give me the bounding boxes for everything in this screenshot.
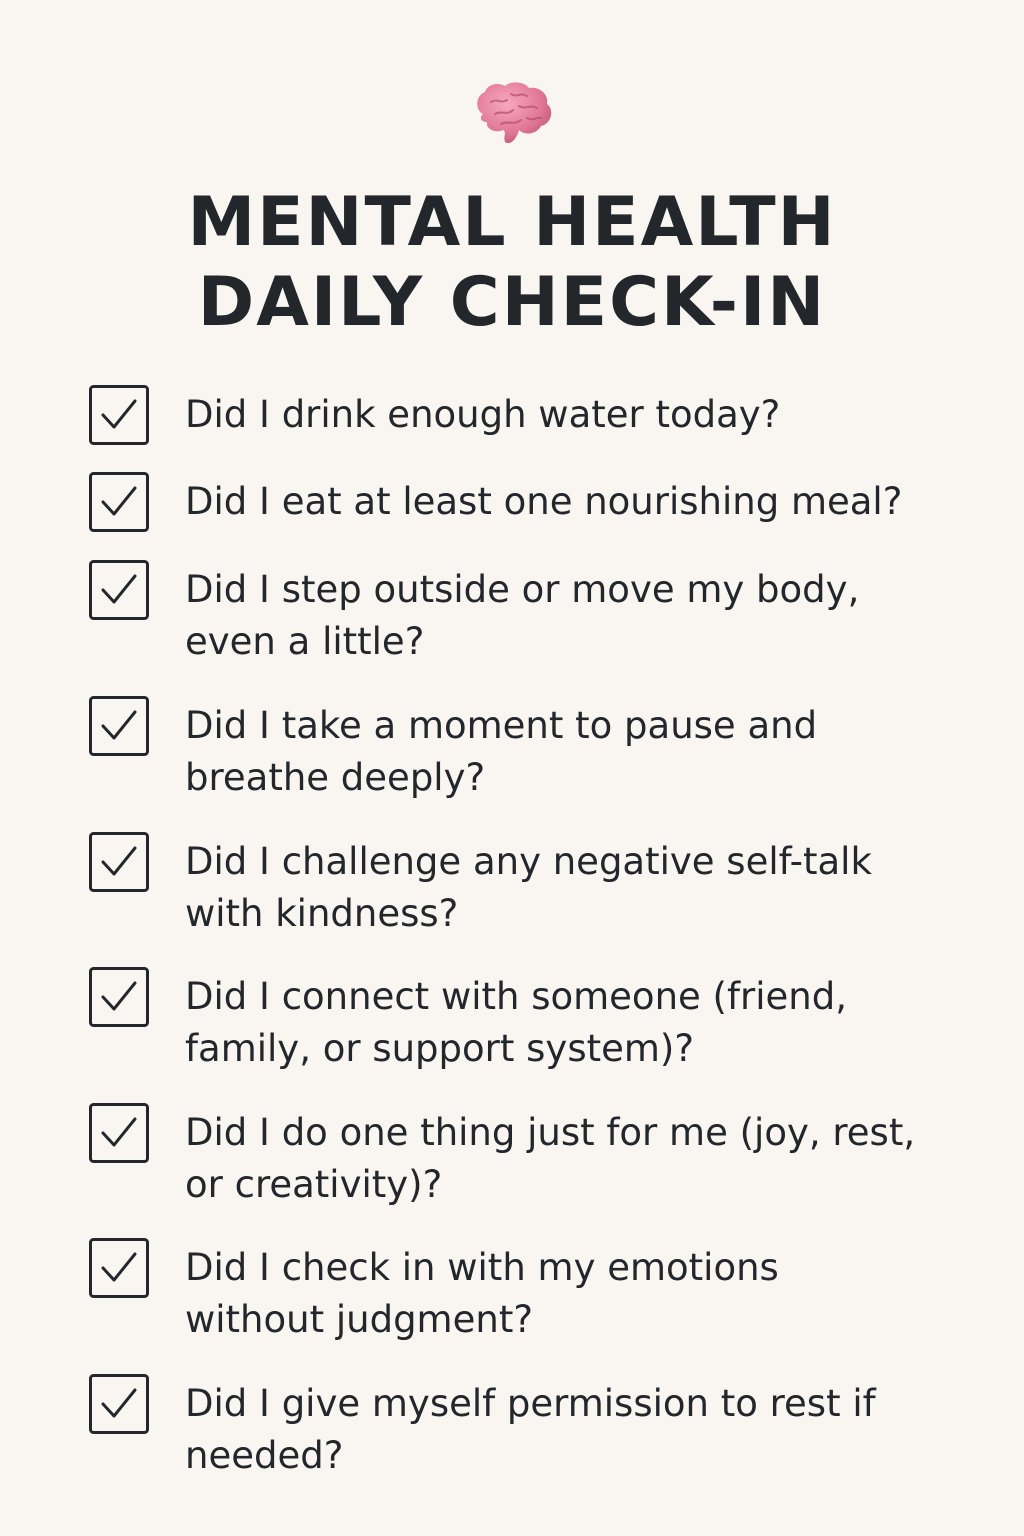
brain-icon [471, 80, 555, 148]
checklist-item-label: Did I check in with my emotions without judgment? [185, 1246, 779, 1341]
checkbox-checked-icon[interactable] [89, 1238, 149, 1298]
checkbox-checked-icon[interactable] [89, 967, 149, 1027]
title-line-1: MENTAL HEALTH [187, 183, 837, 262]
checklist-item-label: Did I connect with someone (friend, family, or support system)? [185, 975, 847, 1070]
checkbox-checked-icon[interactable] [89, 696, 149, 756]
checklist-item-label: Did I take a moment to pause and breathe deeply? [185, 704, 818, 799]
checklist-item-label: Did I give myself permission to rest if needed? [185, 1382, 876, 1477]
checkbox-checked-icon[interactable] [89, 832, 149, 892]
checklist-item-label: Did I eat at least one nourishing meal? [185, 480, 903, 523]
checklist-item-label: Did I challenge any negative self-talk with kindness? [185, 840, 872, 935]
page-title [0, 183, 1024, 343]
checkbox-checked-icon[interactable] [89, 1103, 149, 1163]
checklist-item-label: Did I step outside or move my body, even a little? [185, 568, 860, 663]
checkbox-checked-icon[interactable] [89, 1374, 149, 1434]
title-line-2: DAILY CHECK-IN [197, 263, 827, 342]
checklist-item-label: Did I do one thing just for me (joy, rest, or creativity)? [185, 1111, 916, 1206]
checklist-item-label: Did I drink enough water today? [185, 393, 781, 436]
checkbox-checked-icon[interactable] [89, 472, 149, 532]
checkbox-checked-icon[interactable] [89, 385, 149, 445]
checkbox-checked-icon[interactable] [89, 560, 149, 620]
